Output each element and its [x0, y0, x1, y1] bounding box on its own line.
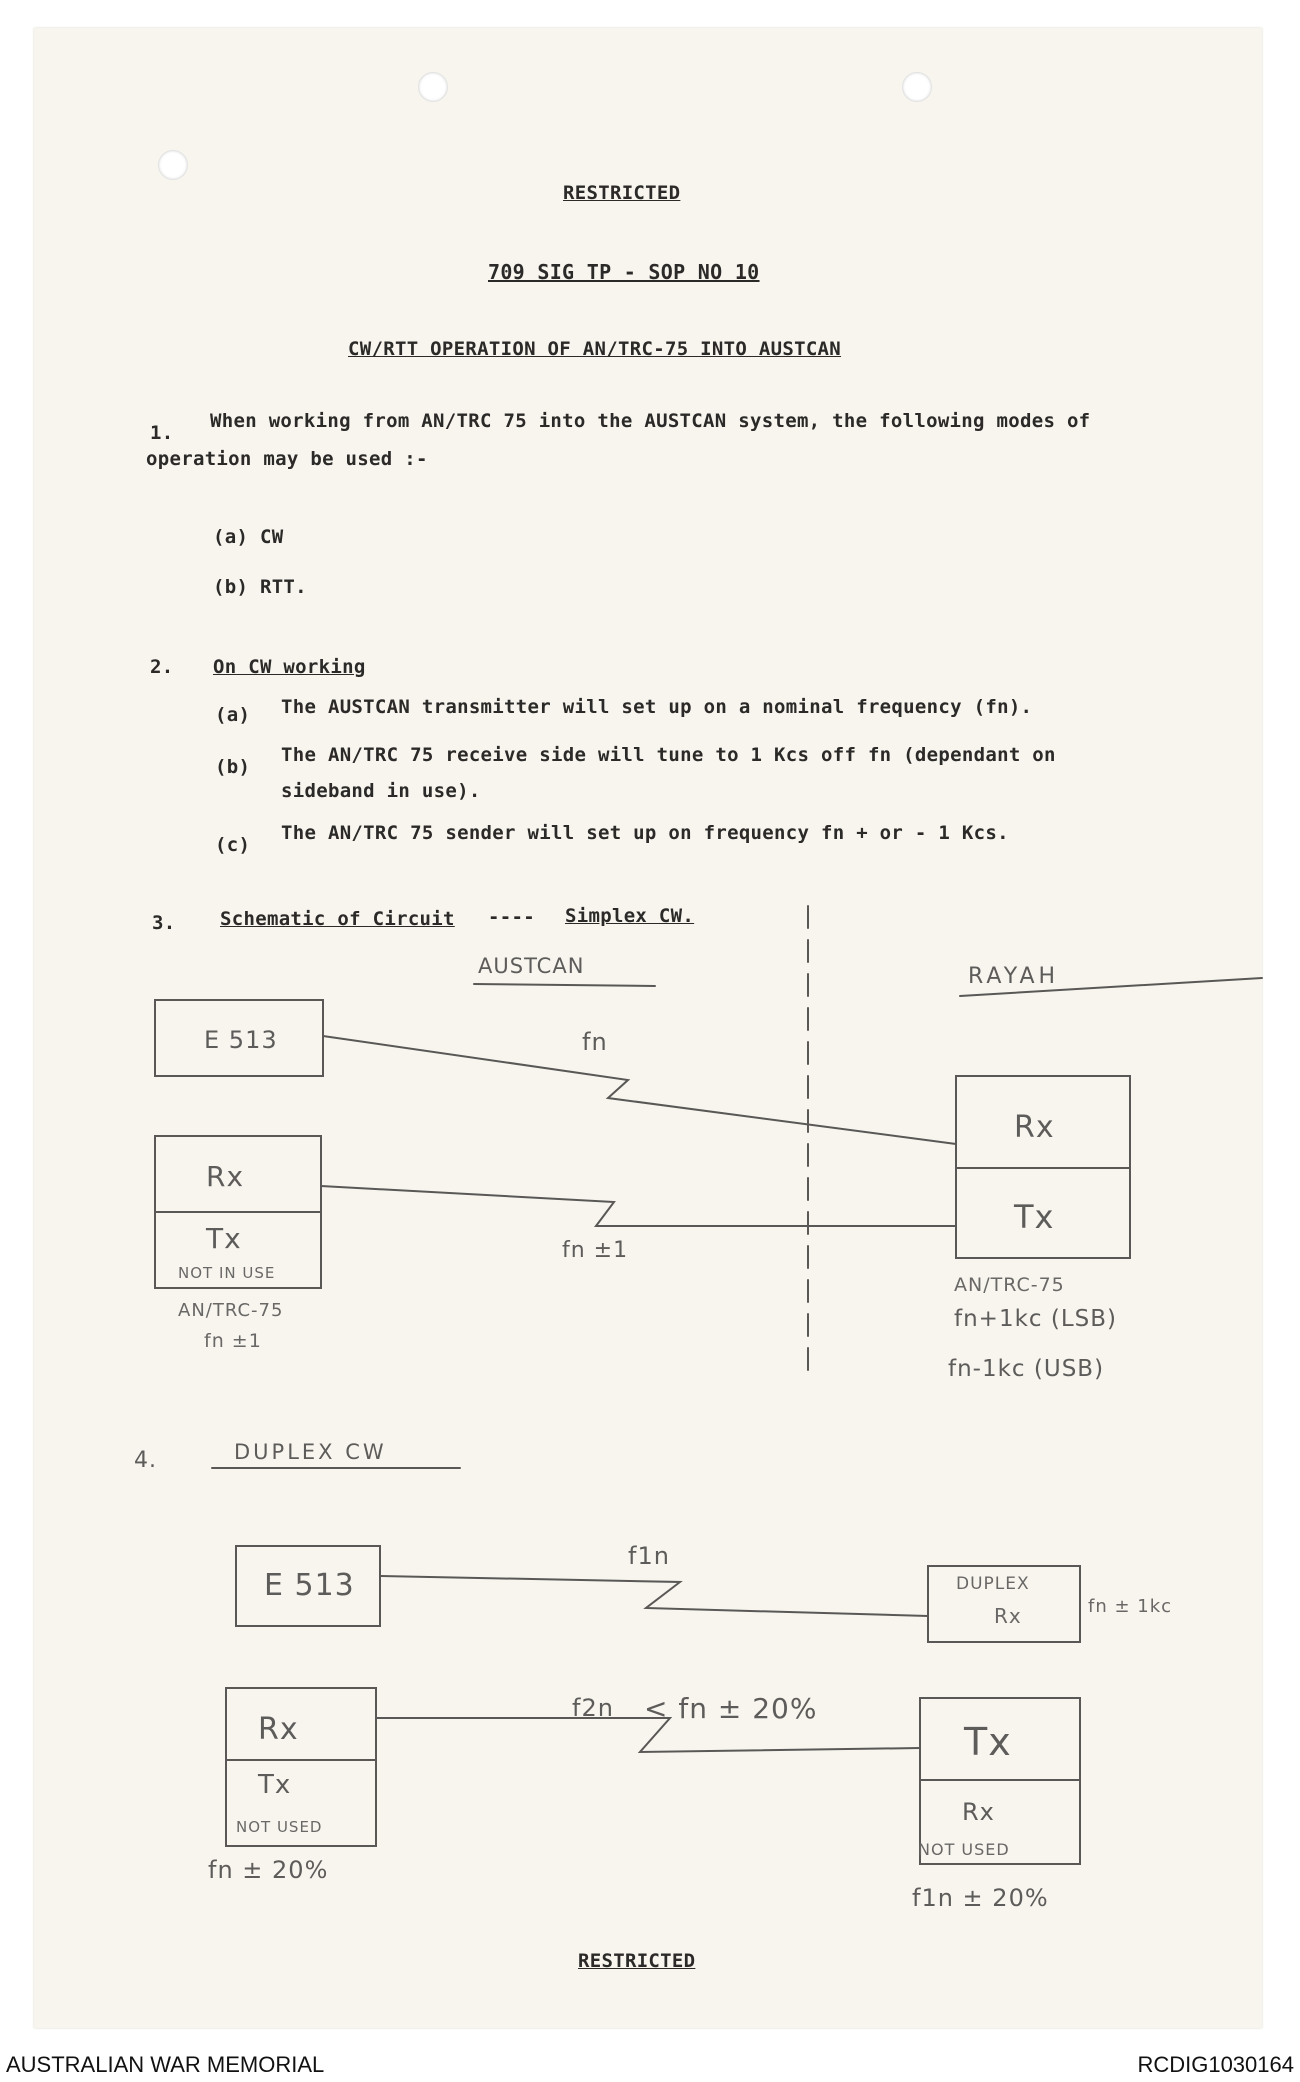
para-2-item-b-line-1: The AN/TRC 75 receive side will tune to 1 Kcs off fn (dependant on — [281, 744, 1056, 766]
para-2-item-a-text: The AUSTCAN transmitter will set up on a nominal frequency (fn). — [281, 696, 1033, 718]
duplex-rx-label-2: Rx — [994, 1604, 1022, 1628]
duplex-right-not-used: NOT USED — [918, 1840, 1010, 1859]
classification-header: RESTRICTED — [563, 182, 681, 204]
para-3-heading: Schematic of Circuit — [220, 908, 455, 930]
right-usb-label: fn-1kc (USB) — [948, 1356, 1105, 1382]
sop-reference: 709 SIG TP - SOP NO 10 — [488, 260, 760, 284]
duplex-left-not-used: NOT USED — [236, 1818, 323, 1836]
para-2-heading: On CW working — [213, 656, 366, 678]
para-1-item-a: (a) CW — [213, 526, 284, 548]
right-rx-label: Rx — [1014, 1110, 1055, 1145]
left-freq-label: fn ±1 — [204, 1330, 262, 1352]
para-1-item-b: (b) RTT. — [213, 576, 307, 598]
left-tx-label: Tx — [206, 1222, 242, 1255]
fn-pm-1-link — [321, 1186, 956, 1226]
duplex-left-rx-label: Rx — [258, 1712, 299, 1747]
archive-record-id: RCDIG1030164 — [1137, 2052, 1294, 2077]
duplex-right-tx-label: Tx — [964, 1720, 1012, 1764]
right-equipment-label: AN/TRC-75 — [954, 1274, 1065, 1296]
para-2-item-b-label: (b) — [215, 756, 251, 778]
rayah-label: RAYAH — [968, 964, 1060, 989]
archive-credit: AUSTRALIAN WAR MEMORIAL — [6, 2052, 325, 2077]
para-2-item-b-line-2: sideband in use). — [281, 780, 481, 802]
para-1-number: 1. — [150, 422, 174, 444]
duplex-freq-label: fn ± 1kc — [1088, 1596, 1173, 1617]
mid-freq-label: fn ±1 — [562, 1238, 629, 1263]
para-2-number: 2. — [150, 656, 174, 678]
f2n-label: f2n — [572, 1694, 614, 1722]
para-2-item-c-label: (c) — [215, 834, 251, 856]
para-2-item-c-text: The AN/TRC 75 sender will set up on frequency fn + or - 1 Kcs. — [281, 822, 1009, 844]
austcan-underline — [474, 984, 655, 986]
para-1-line-1: When working from AN/TRC 75 into the AUSTCAN system, the following modes of — [210, 410, 1091, 432]
duplex-right-freq-label: f1n ± 20% — [912, 1884, 1049, 1912]
fn-link — [323, 1036, 956, 1144]
duplex-right-rx-label: Rx — [962, 1798, 995, 1826]
para-2-item-a-label: (a) — [215, 704, 251, 726]
document-title: CW/RTT OPERATION OF AN/TRC-75 INTO AUSTCAN — [348, 338, 842, 360]
e513-label: E 513 — [204, 1026, 278, 1054]
para-3-number: 3. — [152, 912, 176, 934]
f2n-relation-label: < fn ± 20% — [644, 1692, 818, 1725]
para-4-heading: DUPLEX CW — [234, 1440, 387, 1464]
para-3-subheading: Simplex CW. — [565, 905, 695, 927]
duplex-rx-label-1: DUPLEX — [956, 1574, 1030, 1594]
duplex-e513-label: E 513 — [264, 1568, 355, 1603]
austcan-label: AUSTCAN — [478, 954, 585, 978]
fn-label: fn — [582, 1028, 608, 1056]
left-equipment-label: AN/TRC-75 — [178, 1300, 284, 1321]
duplex-left-freq-label: fn ± 20% — [208, 1856, 329, 1884]
right-tx-label: Tx — [1014, 1198, 1055, 1236]
duplex-left-tx-label: Tx — [258, 1770, 292, 1800]
left-rx-label: Rx — [206, 1160, 245, 1193]
para-1-line-2: operation may be used :- — [146, 448, 428, 470]
f1n-link — [380, 1576, 928, 1616]
para-4-number: 4. — [134, 1448, 157, 1473]
right-lsb-label: fn+1kc (LSB) — [954, 1306, 1117, 1332]
classification-footer: RESTRICTED — [578, 1950, 696, 1972]
f1n-label: f1n — [628, 1542, 670, 1570]
not-in-use-label: NOT IN USE — [178, 1264, 276, 1282]
para-3-dash: ---- — [488, 906, 535, 928]
